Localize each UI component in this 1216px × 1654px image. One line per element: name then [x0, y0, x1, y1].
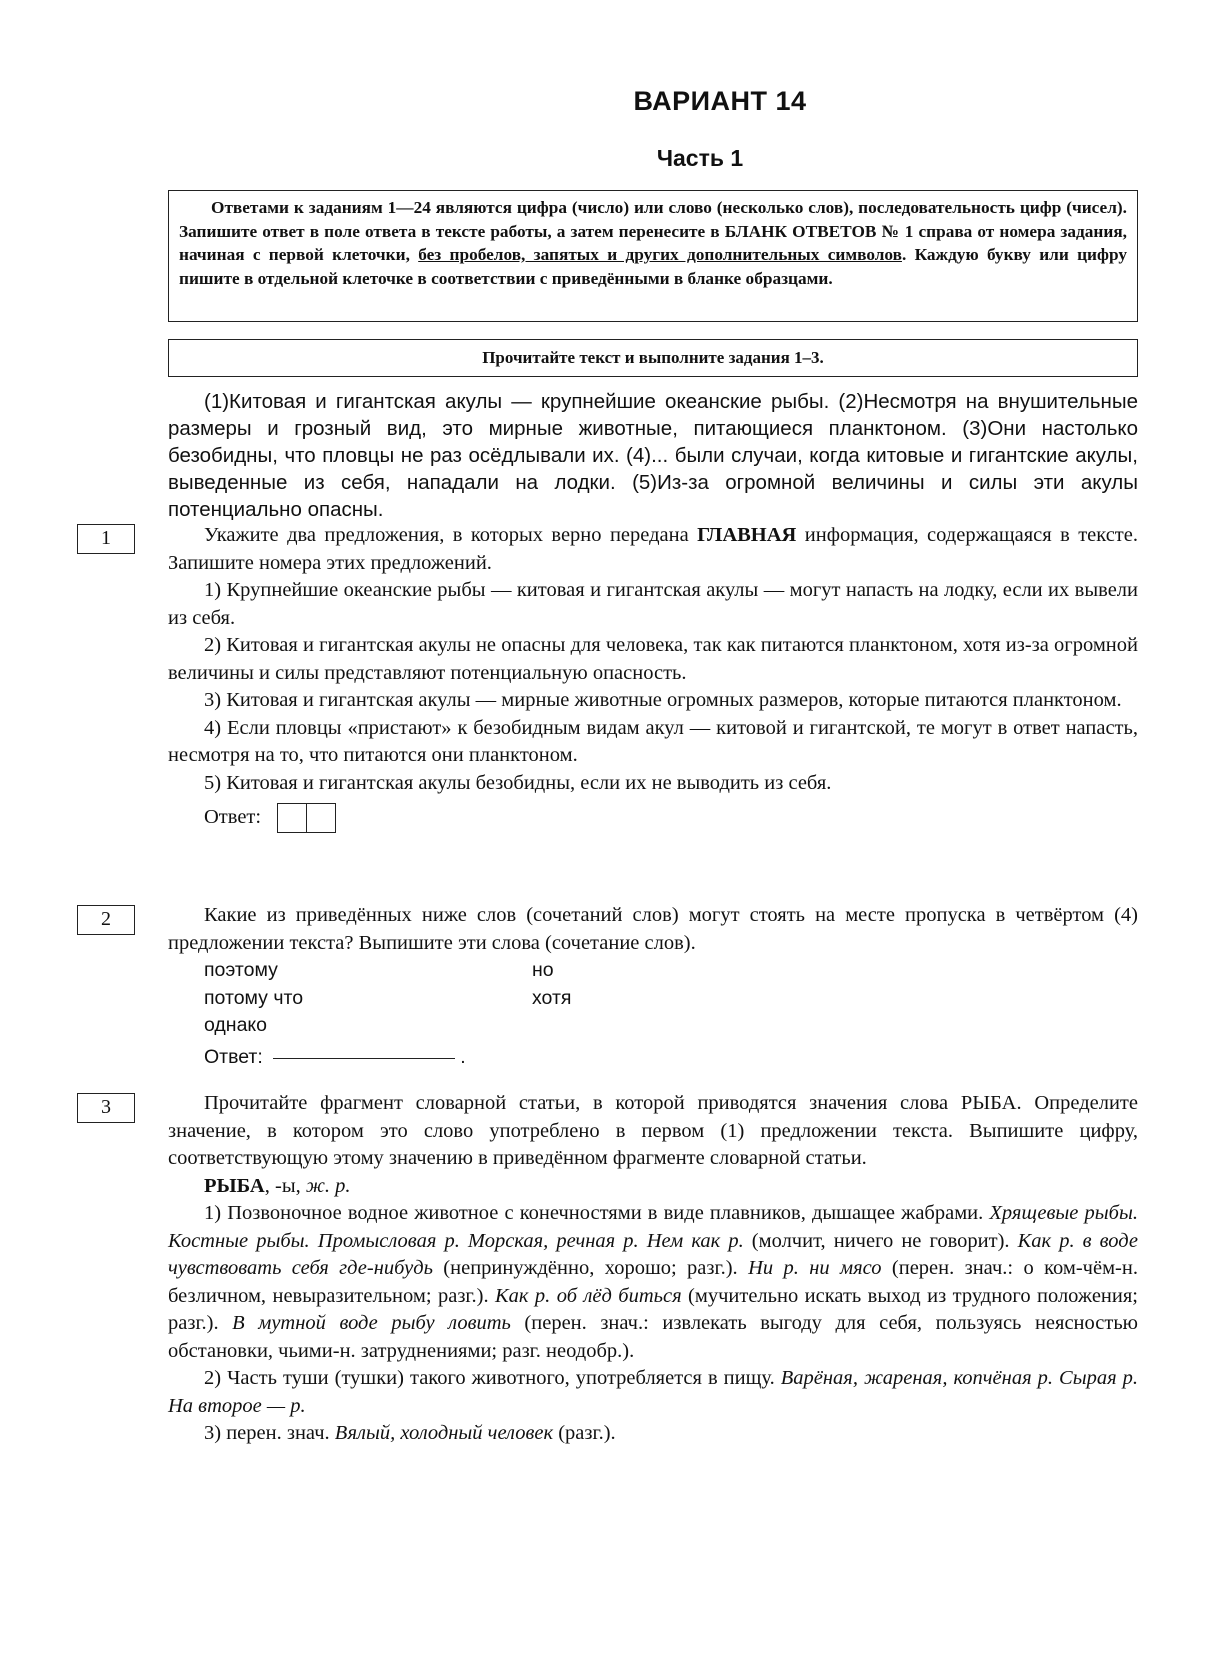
- answer-cell[interactable]: [277, 803, 307, 833]
- instructions-box: [168, 190, 1138, 322]
- meaning1-segment: 1) Позвоночное водное животное с конечностями в виде плавников, дышащее жабрами.: [204, 1202, 990, 1224]
- task2-answer: [168, 1040, 1138, 1074]
- meaning1-segment: (перен. знач.: извлекать выгоду для себя, пользуясь неясностью обстановки, чьими-н. затруднениями; разг. неодобр.).: [168, 1312, 1138, 1362]
- passage: [168, 388, 1138, 523]
- dictionary-headword-line: [168, 1173, 1138, 1201]
- meaning1-segment: (молчит, ничего не говорит).: [743, 1229, 1018, 1252]
- task1-intro-bold: ГЛАВНАЯ: [697, 524, 797, 546]
- meaning1-segment: (непринуждённо, хорошо; разг.).: [432, 1257, 749, 1279]
- task1-intro-end: информация, содержащаяся в тексте. Запишите номера этих предложений.: [168, 524, 1138, 574]
- dictionary-suffix: , -ы,: [264, 1174, 306, 1197]
- meaning1-segment: В мутной воде рыбу ловить: [232, 1312, 511, 1334]
- word-item: [532, 1012, 732, 1040]
- task-number-2: 2: [77, 905, 135, 935]
- instructions-end: . Каждую букву или цифру пишите в отдельной клеточке в соответствии с приведёнными в бланке образцами.: [179, 245, 1127, 288]
- dictionary-meaning-3: [168, 1420, 1138, 1448]
- meaning1-segment: Как р. в воде чувствовать себя где-нибудь: [168, 1229, 1138, 1279]
- word-item: хотя: [532, 986, 572, 1009]
- word-item: поэтому: [204, 959, 278, 981]
- meaning1-segment: Хрящевые рыбы. Костные рыбы. Промысловая р. Морская, речная р. Нем как р.: [168, 1202, 1138, 1252]
- meaning1-segment: (мучительно искать выход из трудного положения; разг.).: [168, 1284, 1138, 1334]
- read-task-box: Прочитайте текст и выполните задания 1–3.: [168, 339, 1138, 377]
- task3-intro: Прочитайте фрагмент словарной статьи, в которой приводятся значения слова РЫБА. Определите значение, в котором это слово употреблено в первом (1) предложении текста. Выпишите цифру, соответствующую этому значению в приведённом фрагменте словарной статьи.: [168, 1092, 1138, 1169]
- part-title: Часть 1: [656, 145, 744, 171]
- instructions-underlined: без пробелов, запятых и других дополнительных символов: [418, 245, 902, 264]
- task2-intro: Какие из приведённых ниже слов (сочетаний слов) могут стоять на месте пропуска в четвёртом (4) предложении текста? Выпишите эти слова (сочетание слов).: [168, 904, 1138, 954]
- meaning2-segment: Варёная, жареная, копчёная р. Сырая р. На второе — р.: [168, 1367, 1139, 1417]
- task1-option-3: 3) Китовая и гигантская акулы — мирные животные огромных размеров, которые питаются планктоном.: [204, 689, 1122, 711]
- meaning1-segment: (перен. знач.: о ком-чём-н. безличном, невыразительном; разг.).: [168, 1257, 1138, 1307]
- task1-answer-label: Ответ:: [204, 806, 262, 829]
- task2-answer-blank[interactable]: [273, 1057, 455, 1059]
- word-item: однако: [204, 1014, 268, 1036]
- meaning3-segment: Вялый, холодный человек: [334, 1422, 554, 1444]
- task1-intro-start: Укажите два предложения, в которых верно передана: [204, 524, 698, 546]
- task-1: [168, 522, 1138, 835]
- task-number-3: 3: [77, 1093, 135, 1123]
- task1-option-4: 4) Если пловцы «пристают» к безобидным видам акул — китовой и гигантской, те могут в ответ напасть, несмотря на то, что питаются они планктоном.: [168, 716, 1138, 766]
- task-2: [168, 902, 1138, 1074]
- dictionary-gender: ж. р.: [305, 1174, 351, 1197]
- instructions-text: [179, 196, 1127, 290]
- dictionary-meaning-2: [168, 1365, 1138, 1420]
- meaning3-segment: (разг.).: [553, 1422, 616, 1444]
- variant-title: ВАРИАНТ 14: [633, 86, 807, 116]
- word-item: но: [532, 959, 554, 981]
- task1-option-5: 5) Китовая и гигантская акулы безобидны, если их не выводить из себя.: [204, 771, 832, 794]
- task-3: [168, 1090, 1138, 1448]
- task1-option-2: 2) Китовая и гигантская акулы не опасны для человека, так как питаются планктоном, хотя из-за огромной величины и силы представляют потенциальную опасность.: [168, 634, 1138, 684]
- dictionary-headword: РЫБА: [204, 1174, 265, 1197]
- meaning1-segment: Ни р. ни мясо: [748, 1257, 882, 1279]
- task1-option-1: 1) Крупнейшие океанские рыбы — китовая и гигантская акулы — могут напасть на лодку, если их вывели из себя.: [168, 579, 1138, 629]
- passage-text: (1)Китовая и гигантская акулы — крупнейшие океанские рыбы. (2)Несмотря на внушительные размеры и грозный вид, это мирные животные, питающиеся планктоном. (3)Они настолько безобидны, что пловцы не раз осёдлывали их. (4)... были случаи, когда китовые и гигантские акулы, выведенные из себя, нападали на лодки. (5)Из-за огромной величины и силы эти акулы потенциально опасны.: [168, 390, 1138, 521]
- task1-answer-cells[interactable]: [277, 803, 334, 833]
- task2-word-list: [168, 957, 1138, 1040]
- task2-answer-label: Ответ:: [204, 1045, 263, 1068]
- meaning3-segment: 3) перен. знач.: [204, 1422, 335, 1444]
- meaning1-segment: Как р. об лёд биться: [495, 1284, 682, 1307]
- task-number-1: 1: [77, 524, 135, 554]
- task1-answer: [168, 801, 1138, 835]
- task2-answer-end: .: [460, 1045, 466, 1068]
- dictionary-meaning-1: [168, 1200, 1138, 1365]
- instructions-main: Ответами к заданиям 1—24 являются цифра (число) или слово (несколько слов), последовательность цифр (чисел). Запишите ответ в поле ответа в тексте работы, а затем перенесите в БЛАНК ОТВЕТОВ № 1 справа от номера задания, начиная с первой клеточки,: [179, 198, 1127, 264]
- meaning2-segment: 2) Часть туши (тушки) такого животного, употребляется в пищу.: [204, 1367, 781, 1389]
- task1-intro: [168, 522, 1138, 577]
- word-item: потому что: [204, 986, 304, 1009]
- answer-cell[interactable]: [306, 803, 336, 833]
